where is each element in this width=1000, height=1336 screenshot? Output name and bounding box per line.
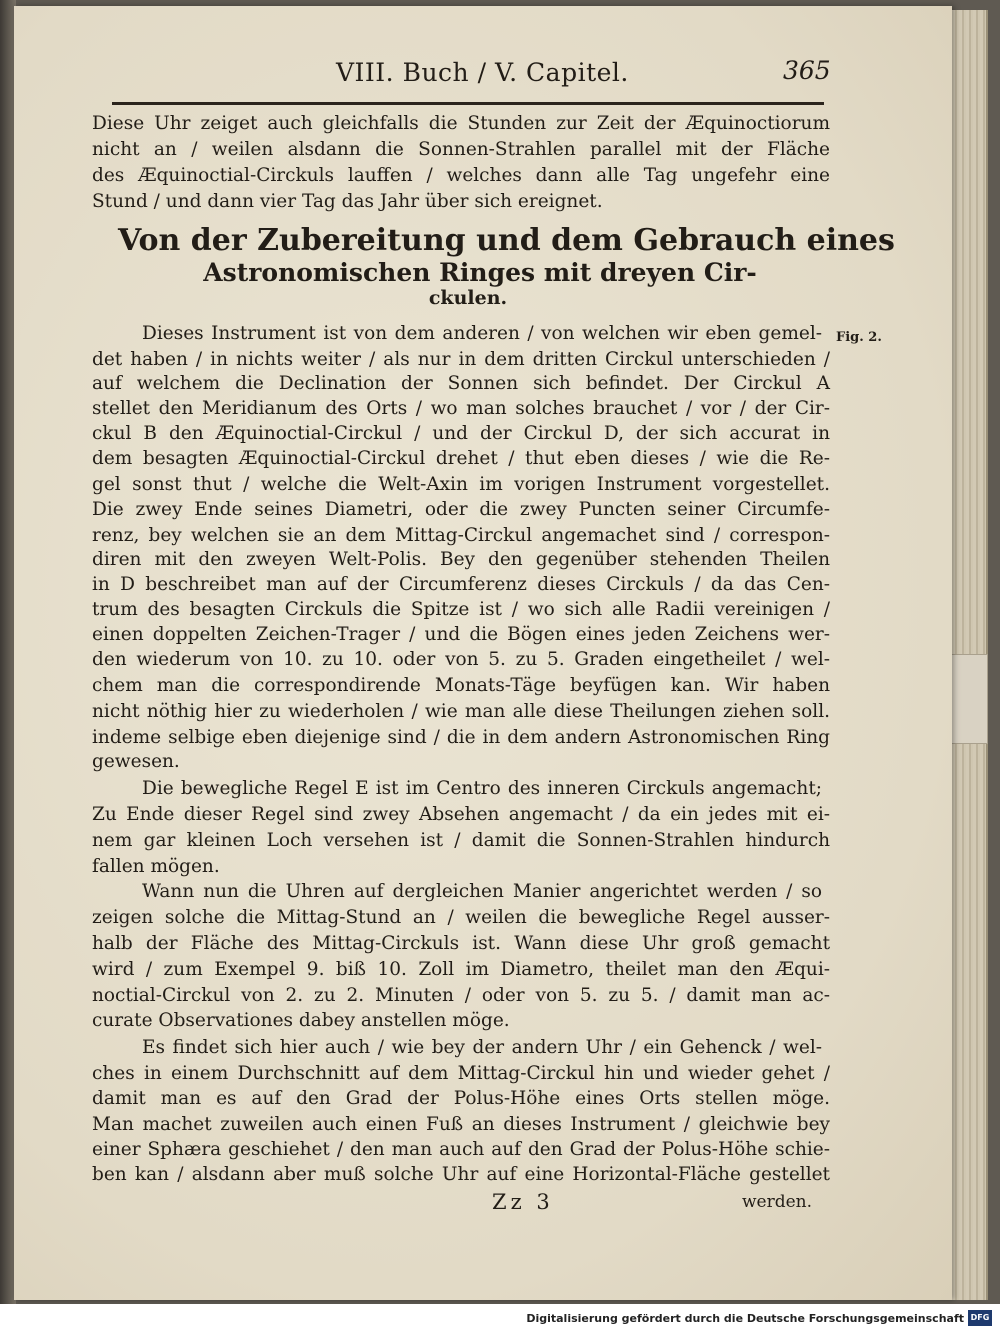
text-line: stellet den Meridianum des Orts / wo man solches brauchet / vor / der Cir- xyxy=(92,398,830,419)
text-line: trum des besagten Circkuls die Spitze ist / wo sich alle Radii vereinigen / xyxy=(92,599,830,620)
section-heading: Von der Zubereitung und dem Gebrauch eines xyxy=(118,223,895,258)
section-subheading: Astronomischen Ringes mit dreyen Cir- xyxy=(203,258,757,287)
dfg-logo: DFG xyxy=(968,1310,992,1326)
header-rule xyxy=(112,102,824,105)
figure-reference: Fig. 2. xyxy=(836,330,882,345)
text-line: Die zwey Ende seines Diametri, oder die zwey Puncten seiner Circumfe- xyxy=(92,499,830,520)
text-line: zeigen solche die Mittag-Stund an / weilen die bewegliche Regel ausser- xyxy=(92,907,830,928)
running-head: VIII. Buch / V. Capitel. xyxy=(336,58,629,87)
text-line: auf welchem die Declination der Sonnen sich befindet. Der Circkul A xyxy=(92,373,830,394)
text-line: Zu Ende dieser Regel sind zwey Absehen angemacht / da ein jedes mit ei- xyxy=(92,804,830,825)
text-line: nicht nöthig hier zu wiederholen / wie man alle diese Theilungen ziehen soll. xyxy=(92,701,830,722)
text-line: chem man die correspondirende Monats-Täge beyfügen kan. Wir haben xyxy=(92,675,830,696)
text-line: renz, bey welchen sie an dem Mittag-Circkul angemachet sind / correspon- xyxy=(92,525,830,546)
catchword: werden. xyxy=(742,1192,813,1212)
text-line: Die bewegliche Regel E ist im Centro des inneren Circkuls angemacht; xyxy=(142,778,822,799)
text-line: Es findet sich hier auch / wie bey der andern Uhr / ein Gehenck / wel- xyxy=(142,1037,822,1058)
section-subheading-end: ckulen. xyxy=(428,287,508,309)
text-line: gewesen. xyxy=(92,751,180,772)
text-line: diren mit den zweyen Welt-Polis. Bey den gegenüber stehenden Theilen xyxy=(92,549,830,570)
text-line: wird / zum Exempel 9. biß 10. Zoll im Diametro, theilet man den Æqui- xyxy=(92,959,830,980)
text-line: curate Observationes dabey anstellen möge. xyxy=(92,1010,510,1031)
text-line: den wiederum von 10. zu 10. oder von 5. zu 5. Graden eingetheilet / wel- xyxy=(92,649,830,670)
text-line: ches in einem Durchschnitt auf dem Mittag-Circkul hin und wieder gehet / xyxy=(92,1063,830,1084)
text-line: halb der Fläche des Mittag-Circkuls ist. Wann diese Uhr groß gemacht xyxy=(92,933,830,954)
text-line: indeme selbige eben diejenige sind / die in dem andern Astronomischen Ring xyxy=(92,727,830,748)
text-line: det haben / in nichts weiter / als nur in dem dritten Circkul unterschieden / xyxy=(92,349,830,370)
text-line: nicht an / weilen alsdann die Sonnen-Strahlen parallel mit der Fläche xyxy=(92,139,830,160)
signature-mark: Zz 3 xyxy=(492,1190,554,1214)
text-line: des Æquinoctial-Circkuls lauffen / welches dann alle Tag ungefehr eine xyxy=(92,165,830,186)
page-number: 365 xyxy=(783,56,831,85)
text-line: in D beschreibet man auf der Circumferenz dieses Circkuls / da das Cen- xyxy=(92,574,830,595)
text-line: nem gar kleinen Loch versehen ist / damit die Sonnen-Strahlen hindurch xyxy=(92,830,830,851)
text-line: Man machet zuweilen auch einen Fuß an dieses Instrument / gleichwie bey xyxy=(92,1114,830,1135)
text-line: damit man es auf den Grad der Polus-Höhe eines Orts stellen möge. xyxy=(92,1088,830,1109)
text-line: Dieses Instrument ist von dem anderen / von welchen wir eben gemel- xyxy=(142,323,822,344)
text-line: einer Sphæra geschiehet / den man auch auf den Grad der Polus-Höhe schie- xyxy=(92,1139,830,1160)
text-line: Diese Uhr zeiget auch gleichfalls die Stunden zur Zeit der Æquinoctiorum xyxy=(92,113,830,134)
text-line: gel sonst thut / welche die Welt-Axin im vorigen Instrument vorgestellet. xyxy=(92,474,830,495)
text-line: noctial-Circkul von 2. zu 2. Minuten / oder von 5. zu 5. / damit man ac- xyxy=(92,985,830,1006)
text-line: einen doppelten Zeichen-Trager / und die Bögen eines jeden Zeichens wer- xyxy=(92,624,830,645)
text-line: Wann nun die Uhren auf dergleichen Manier angerichtet werden / so xyxy=(142,881,822,902)
text-line: Stund / und dann vier Tag das Jahr über sich ereignet. xyxy=(92,191,603,212)
text-line: dem besagten Æquinoctial-Circkul drehet / thut eben dieses / wie die Re- xyxy=(92,448,830,469)
funding-notice: Digitalisierung gefördert durch die Deutsche Forschungsgemeinschaft xyxy=(526,1312,964,1325)
text-line: ckul B den Æquinoctial-Circkul / und der Circkul D, der sich accurat in xyxy=(92,423,830,444)
text-line: ben kan / alsdann aber muß solche Uhr auf eine Horizontal-Fläche gestellet xyxy=(92,1164,830,1185)
text-line: fallen mögen. xyxy=(92,856,220,877)
